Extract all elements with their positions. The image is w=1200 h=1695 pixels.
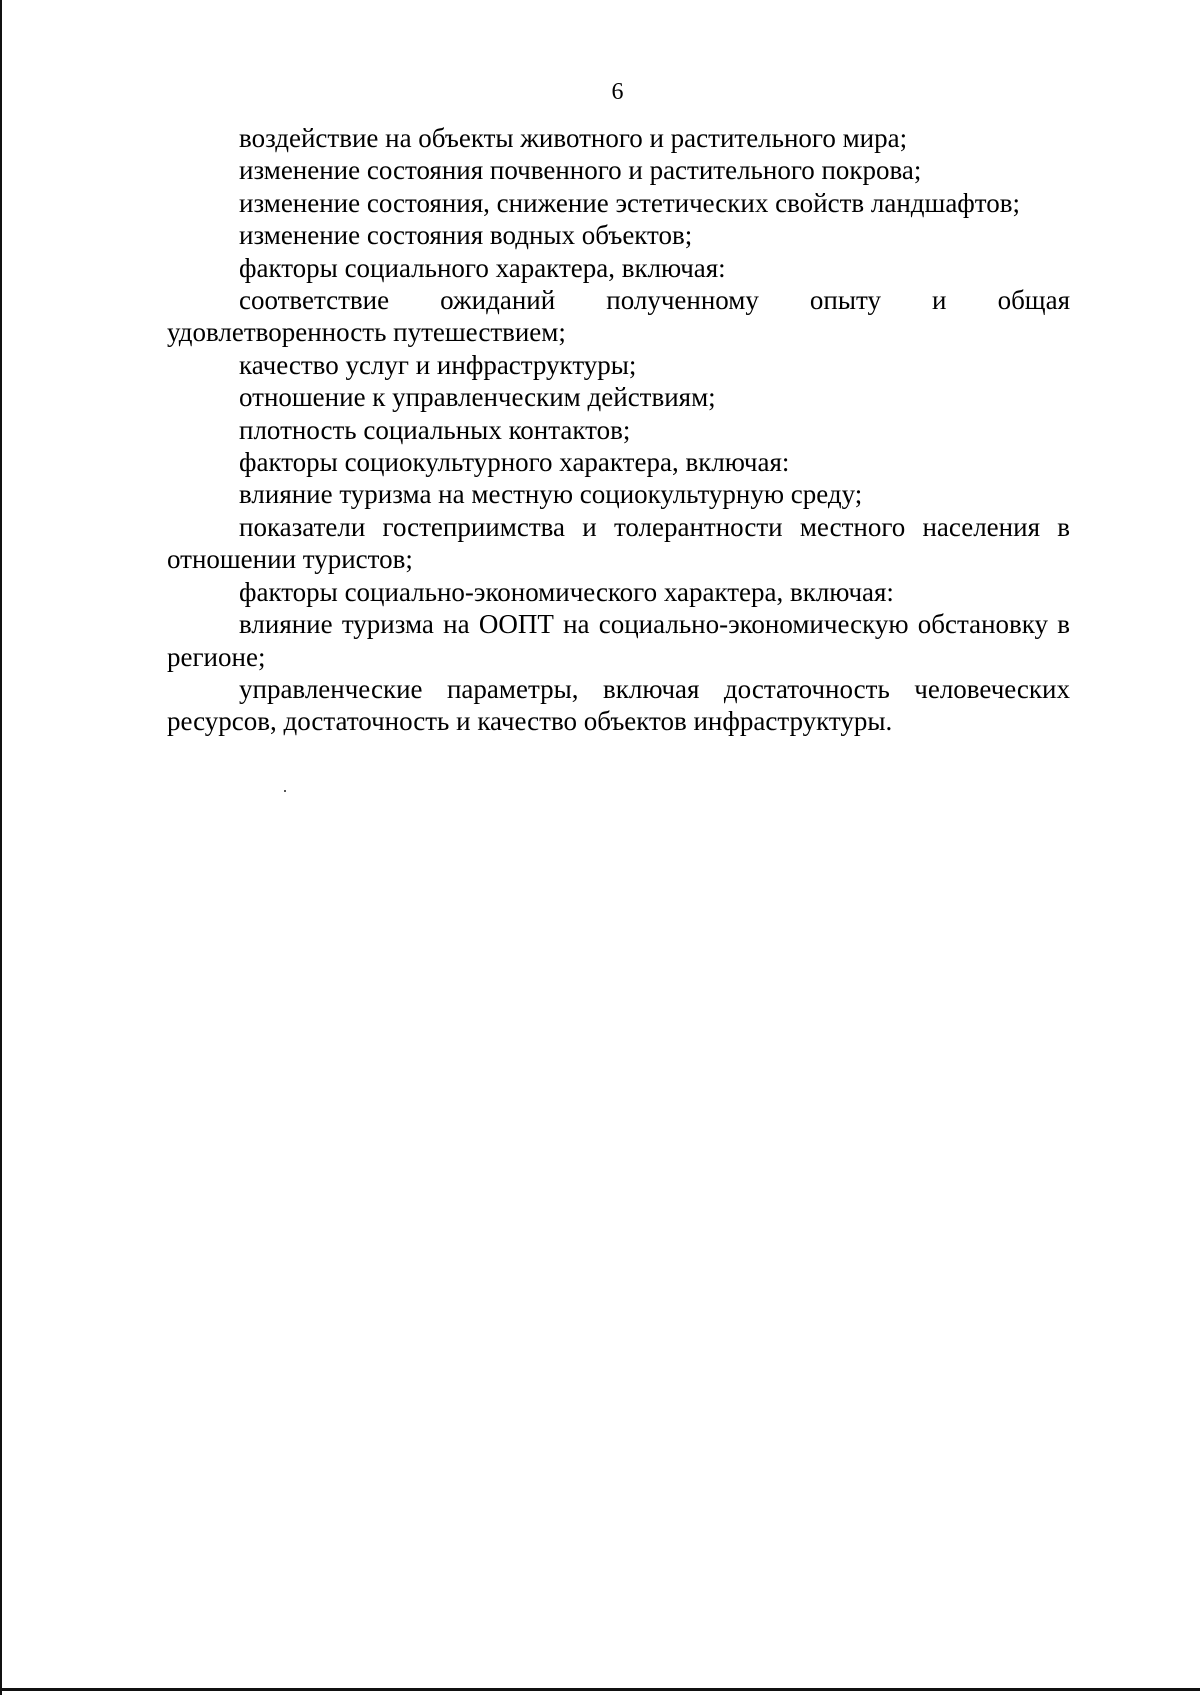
paragraph: воздействие на объекты животного и растительного мира;: [239, 123, 908, 153]
paragraph: влияние туризма на местную социокультурную среду;: [239, 479, 863, 510]
paragraph: изменение состояния почвенного и растительного покрова;: [239, 155, 922, 186]
paragraph: изменение состояния, снижение эстетических свойств ландшафтов;: [239, 187, 1020, 218]
paragraph: качество услуг и инфраструктуры;: [239, 349, 637, 380]
paragraph: влияние туризма на ООПТ на социально-экономическую обстановку в регионе;: [167, 609, 1070, 672]
page-number: 6: [611, 79, 624, 105]
paragraph: управленческие параметры, включая достаточность человеческих ресурсов, достаточность и качество объектов инфраструктуры.: [167, 673, 1070, 737]
paragraph: отношение к управленческим действиям;: [239, 382, 716, 413]
scan-edge-left: [0, 0, 2, 1695]
scan-edge-bottom: [0, 1688, 1200, 1691]
paragraph: изменение состояния водных объектов;: [239, 220, 693, 251]
scan-speck: [284, 790, 286, 792]
paragraph: факторы социально-экономического характера, включая:: [239, 576, 894, 607]
paragraph: соответствие ожиданий полученному опыту и общая удовлетворенность путешествием;: [167, 285, 1070, 348]
paragraph: плотность социальных контактов;: [239, 414, 631, 445]
paragraph: факторы социокультурного характера, включая:: [239, 447, 790, 478]
paragraph: показатели гостеприимства и толерантности местного населения в отношении туристов;: [167, 511, 1070, 575]
document-body: [167, 122, 1070, 738]
paragraph: факторы социального характера, включая:: [239, 252, 726, 283]
